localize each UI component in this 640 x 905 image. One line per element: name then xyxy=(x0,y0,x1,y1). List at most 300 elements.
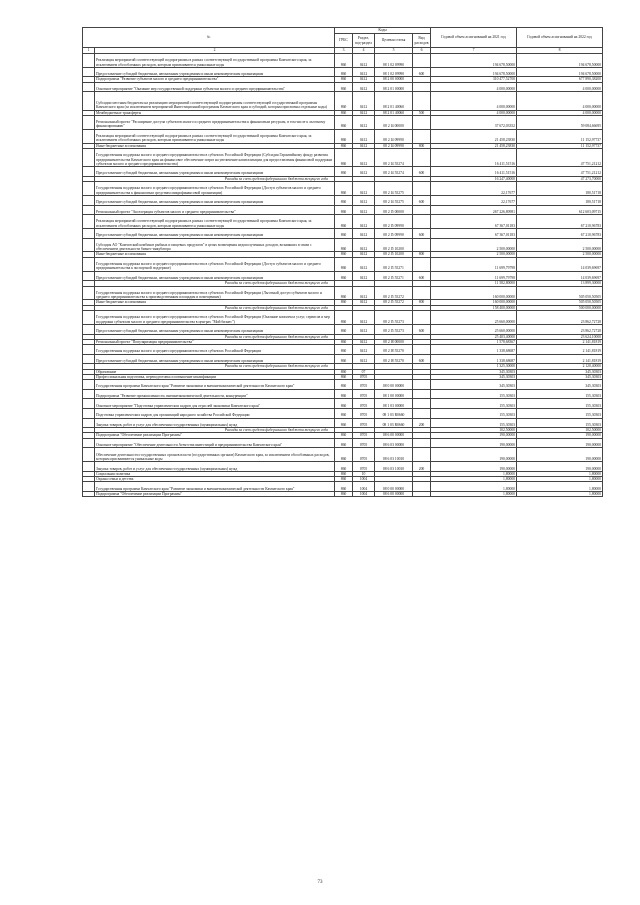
row-name-cell: Расходы за счет средств федерального бюджета текущего года xyxy=(95,305,335,310)
column-index-cell: 6 xyxy=(413,48,431,54)
section-cell: 0412 xyxy=(353,129,375,143)
expense-type-cell: 600 xyxy=(413,228,431,238)
section-cell: 0412 xyxy=(353,182,375,196)
row-number-cell xyxy=(83,418,95,428)
section-cell: 0412 xyxy=(353,110,375,115)
table-row xyxy=(83,311,603,325)
amount-2021-cell: 21 458,23830 xyxy=(431,143,517,148)
grbs-cell: 860 xyxy=(335,438,353,448)
row-number-cell xyxy=(83,167,95,177)
amount-2022-cell: 1,80000 xyxy=(517,477,603,482)
section-cell: 0412 xyxy=(353,215,375,229)
budget-document xyxy=(82,27,602,497)
target-article-cell: 08 2 I4 55275 xyxy=(375,182,413,196)
table-row xyxy=(83,148,603,166)
amount-2021-cell: 267 226,80981 xyxy=(431,205,517,215)
row-name-cell: Региональный проект "Акселерация субъектов малого и среднего предпринимательства" xyxy=(95,205,335,215)
grbs-cell: 860 xyxy=(335,228,353,238)
row-name-cell: Региональный проект "Расширение доступа субъектов малого и среднего предпринимательства к финансовым ресурсам, в том числе к льготному финансированию" xyxy=(95,115,335,129)
amount-2021-cell: 1 578,68367 xyxy=(431,339,517,344)
row-name-cell: Предоставление субсидий бюджетным, автономным учреждениям и иным некоммерческим организациям xyxy=(95,324,335,334)
amount-2021-cell: 16 247,40000 xyxy=(431,176,517,181)
amount-2022-cell: 2 120,40000 xyxy=(517,364,603,369)
amount-2021-cell: 67 367,01183 xyxy=(431,215,517,229)
header-year-2021: Годовой объем ассигнований на 2021 год xyxy=(431,28,517,48)
header-number: № xyxy=(83,28,335,48)
amount-2022-cell: 1,80000 xyxy=(517,482,603,492)
row-number-cell xyxy=(83,92,95,110)
row-number-cell xyxy=(83,448,95,462)
amount-2021-cell: 1,80000 xyxy=(431,482,517,492)
amount-2022-cell: 67 210,96783 xyxy=(517,215,603,229)
table-row xyxy=(83,448,603,462)
header-expense-type: Вид расходов xyxy=(413,34,431,48)
expense-type-cell xyxy=(413,448,431,462)
amount-2022-cell: 11 152,97737 xyxy=(517,143,603,148)
amount-2021-cell: 345,30303 xyxy=(431,369,517,374)
section-cell: 0705 xyxy=(353,408,375,418)
grbs-cell: 860 xyxy=(335,257,353,271)
amount-2021-cell: 160 000,00000 xyxy=(431,300,517,305)
row-number-cell xyxy=(83,324,95,334)
section-cell: 0412 xyxy=(353,257,375,271)
grbs-cell: 860 xyxy=(335,238,353,252)
grbs-cell: 860 xyxy=(335,369,353,374)
section-cell: 0412 xyxy=(353,67,375,77)
amount-2022-cell: 47 751,21212 xyxy=(517,148,603,166)
row-number-cell xyxy=(83,399,95,409)
expense-type-cell: 800 xyxy=(413,300,431,305)
amount-2022-cell: 23 862,72728 xyxy=(517,324,603,334)
amount-2021-cell: 2 500,00000 xyxy=(431,238,517,252)
grbs-cell: 860 xyxy=(335,399,353,409)
target-article-cell: 08 1 02 09990 xyxy=(375,67,413,77)
target-article-cell: 08 2 I4 00000 xyxy=(375,115,413,129)
section-cell: 0705 xyxy=(353,438,375,448)
row-name-cell: Закупка товаров, работ и услуг для обеспечения государственных (муниципальных) нужд xyxy=(95,418,335,428)
row-name-cell: Расходы за счет средств федерального бюджета текущего года xyxy=(95,281,335,286)
amount-2021-cell: 1,80000 xyxy=(431,471,517,476)
table-row xyxy=(83,92,603,110)
amount-2021-cell: 345,30303 xyxy=(431,380,517,390)
table-row xyxy=(83,418,603,428)
budget-table xyxy=(82,27,603,497)
amount-2022-cell: 23 862,72728 xyxy=(517,311,603,325)
row-number-cell xyxy=(83,271,95,281)
target-article-cell: 08 2 I5 55273 xyxy=(375,311,413,325)
expense-type-cell: 600 xyxy=(413,354,431,364)
row-name-cell: Государственная поддержка малого и среднего предпринимательства в субъектах Российской Федерации (Субсидия Гарантийному фонду развития предпринимательства Камчатского края на финансовое обеспечение затрат на увеличение капитализации для предоставления финансовой поддержки субъектам малого и среднего предпринимательства) xyxy=(95,148,335,166)
grbs-cell: 860 xyxy=(335,408,353,418)
row-number-cell xyxy=(83,462,95,472)
table-row xyxy=(83,257,603,271)
row-name-cell: Предоставление субсидий бюджетным, автономным учреждениям и иным некоммерческим организациям xyxy=(95,271,335,281)
target-article-cell: 08 6 03 10010 xyxy=(375,462,413,472)
section-cell: 0705 xyxy=(353,448,375,462)
amount-2022-cell: 194 678,50000 xyxy=(517,54,603,68)
expense-type-cell: 800 xyxy=(413,143,431,148)
table-row xyxy=(83,215,603,229)
amount-2022-cell: 2 500,00000 xyxy=(517,238,603,252)
row-number-cell xyxy=(83,311,95,325)
section-cell: 1004 xyxy=(353,477,375,482)
amount-2021-cell: 190,00000 xyxy=(431,448,517,462)
expense-type-cell xyxy=(413,482,431,492)
target-article-cell: 08 2 I4 55275 xyxy=(375,195,413,205)
expense-type-cell xyxy=(413,182,431,196)
amount-2022-cell: 4 000,00000 xyxy=(517,92,603,110)
amount-2022-cell: 345,30303 xyxy=(517,374,603,379)
section-cell: 0705 xyxy=(353,374,375,379)
expense-type-cell xyxy=(413,148,431,166)
table-row xyxy=(83,380,603,390)
target-article-cell: 08 0 00 00000 xyxy=(375,380,413,390)
amount-2021-cell: 194 678,50000 xyxy=(431,54,517,68)
row-number-cell xyxy=(83,215,95,229)
row-name-cell: Реализация мероприятий соответствующей подпрограммы в рамках соответствующей государственной программы Камчатского края, за исключением обособленных расходов, которым присваиваются уникальные коды xyxy=(95,54,335,68)
section-cell: 0412 xyxy=(353,205,375,215)
amount-2021-cell: 25 660,00000 xyxy=(431,324,517,334)
row-name-cell: Государственная программа Камчатского края "Развитие экономики и внешнеэкономической деятельности Камчатского края" xyxy=(95,380,335,390)
expense-type-cell xyxy=(413,205,431,215)
row-name-cell: Расходы за счет средств федерального бюджета текущего года xyxy=(95,334,335,339)
target-article-cell: 08 0 00 00000 xyxy=(375,482,413,492)
table-row xyxy=(83,271,603,281)
target-article-cell: 08 2 I8 55270 xyxy=(375,345,413,355)
row-name-cell: Субсидия АО "Камчатский комбинат рыбных и пищевых продуктов" в целях возмещения недополученных доходов, возникших в связи с обеспечением деятельности бизнес-инкубатора xyxy=(95,238,335,252)
grbs-cell: 860 xyxy=(335,389,353,399)
amount-2021-cell: 1 325,30000 xyxy=(431,364,517,369)
target-article-cell: 08 2 I5 55271 xyxy=(375,257,413,271)
row-number-cell xyxy=(83,205,95,215)
grbs-cell: 860 xyxy=(335,215,353,229)
row-name-cell: Государственная поддержка малого и среднего предпринимательства в субъектах Российской Федерации (Льготный доступ субъектов малого и среднего предпринимательства к производственным площадям и помещениям) xyxy=(95,286,335,300)
amount-2022-cell: 180,51718 xyxy=(517,195,603,205)
grbs-cell: 860 xyxy=(335,67,353,77)
row-number-cell xyxy=(83,129,95,143)
row-name-cell: Субсидии местным бюджетам на реализацию мероприятий соответствующей подпрограммы соответствующей государственной программы Камчатского края (за исключением мероприятий Инвестиционной программы Камчатского края и субсидий, которым присвоены отдельные коды) xyxy=(95,92,335,110)
table-row xyxy=(83,286,603,300)
row-name-cell: Предоставление субсидий бюджетным, автономным учреждениям и иным некоммерческим организациям xyxy=(95,67,335,77)
amount-2021-cell: 1,80000 xyxy=(431,492,517,497)
grbs-cell: 860 xyxy=(335,462,353,472)
table-row xyxy=(83,399,603,409)
row-number-cell xyxy=(83,408,95,418)
amount-2021-cell: 22,17677 xyxy=(431,182,517,196)
row-name-cell: Предоставление субсидий бюджетным, автономным учреждениям и иным некоммерческим организациям xyxy=(95,195,335,205)
amount-2022-cell: 47 751,21212 xyxy=(517,167,603,177)
amount-2021-cell: 1 338,68687 xyxy=(431,345,517,355)
grbs-cell: 860 xyxy=(335,182,353,196)
amount-2022-cell: 505 050,50505 xyxy=(517,300,603,305)
target-article-cell: 08 6 00 00000 xyxy=(375,492,413,497)
expense-type-cell xyxy=(413,389,431,399)
target-article-cell: 08 2 I5 55272 xyxy=(375,286,413,300)
amount-2022-cell: 500 000,00000 xyxy=(517,305,603,310)
section-cell: 0412 xyxy=(353,324,375,334)
amount-2022-cell: 2 141,81819 xyxy=(517,354,603,364)
row-name-cell: Подпрограмма "Развитие субъектов малого и среднего предпринимательства" xyxy=(95,77,335,82)
section-cell: 0412 xyxy=(353,228,375,238)
table-row xyxy=(83,438,603,448)
grbs-cell: 860 xyxy=(335,195,353,205)
table-row xyxy=(83,324,603,334)
amount-2021-cell: 21 458,23830 xyxy=(431,129,517,143)
expense-type-cell xyxy=(413,115,431,129)
amount-2021-cell: 190,00000 xyxy=(431,462,517,472)
header-codes: Коды xyxy=(335,28,431,34)
amount-2022-cell: 1,80000 xyxy=(517,471,603,476)
amount-2022-cell: 11 152,97737 xyxy=(517,129,603,143)
amount-2021-cell: 4 000,00000 xyxy=(431,110,517,115)
amount-2021-cell: 160 000,00000 xyxy=(431,286,517,300)
amount-2022-cell: 13 899,30000 xyxy=(517,281,603,286)
target-article-cell: 08 2 00 00000 xyxy=(375,77,413,82)
expense-type-cell xyxy=(413,215,431,229)
section-cell: 0412 xyxy=(353,167,375,177)
table-body xyxy=(83,54,603,497)
target-article-cell: 08 2 I5 10200 xyxy=(375,252,413,257)
row-number-cell xyxy=(83,148,95,166)
amount-2022-cell: 155,30303 xyxy=(517,418,603,428)
expense-type-cell xyxy=(413,380,431,390)
table-row xyxy=(83,182,603,196)
expense-type-cell xyxy=(413,399,431,409)
row-name-cell: Предоставление субсидий бюджетным, автономным учреждениям и иным некоммерческим организациям xyxy=(95,354,335,364)
amount-2021-cell: 190,00000 xyxy=(431,438,517,448)
row-number-cell xyxy=(83,82,95,92)
target-article-cell: 08 2 I4 55274 xyxy=(375,167,413,177)
column-index-cell: 7 xyxy=(431,48,517,54)
amount-2022-cell: 505 050,50505 xyxy=(517,286,603,300)
grbs-cell: 860 xyxy=(335,205,353,215)
amount-2021-cell: 158 400,00000 xyxy=(431,305,517,310)
section-cell: 0705 xyxy=(353,399,375,409)
amount-2022-cell: 47 273,70000 xyxy=(517,176,603,181)
amount-2022-cell: 67 210,96783 xyxy=(517,228,603,238)
amount-2021-cell: 155,30303 xyxy=(431,418,517,428)
grbs-cell: 860 xyxy=(335,129,353,143)
table-row xyxy=(83,115,603,129)
header-grbs: ГРБС xyxy=(335,34,353,48)
table-row xyxy=(83,345,603,355)
row-name-cell: Расходы за счет средств федерального бюджета текущего года xyxy=(95,428,335,433)
amount-2021-cell: 190,00000 xyxy=(431,433,517,438)
expense-type-cell: 200 xyxy=(413,418,431,428)
amount-2021-cell: 194 678,50000 xyxy=(431,67,517,77)
amount-2021-cell: 155,30303 xyxy=(431,399,517,409)
section-cell: 07 xyxy=(353,369,375,374)
row-name-cell: Предоставление субсидий бюджетным, автономным учреждениям и иным некоммерческим организациям xyxy=(95,167,335,177)
amount-2022-cell: 155,30303 xyxy=(517,399,603,409)
target-article-cell: 08 2 I5 55273 xyxy=(375,324,413,334)
amount-2022-cell: 14 039,69697 xyxy=(517,271,603,281)
expense-type-cell xyxy=(413,408,431,418)
grbs-cell: 860 xyxy=(335,374,353,379)
amount-2021-cell: 16 411,51516 xyxy=(431,148,517,166)
target-article-cell: 08 1 00 00000 xyxy=(375,389,413,399)
grbs-cell: 860 xyxy=(335,339,353,344)
amount-2021-cell: 25 403,40000 xyxy=(431,334,517,339)
column-index-cell: 4 xyxy=(353,48,375,54)
target-article-cell: 08 2 I4 09990 xyxy=(375,129,413,143)
section-cell: 0412 xyxy=(353,82,375,92)
expense-type-cell xyxy=(413,345,431,355)
row-name-cell: Государственная поддержка малого и среднего предпринимательства в субъектах Российской Федерации (Доступ субъектов малого и среднего предпринимательства к экспортной поддержке) xyxy=(95,257,335,271)
amount-2021-cell: 11 699,79798 xyxy=(431,271,517,281)
column-index-cell: 3 xyxy=(335,48,353,54)
grbs-cell: 860 xyxy=(335,92,353,110)
row-number-cell xyxy=(83,354,95,364)
amount-2022-cell: 345,30303 xyxy=(517,369,603,374)
amount-2021-cell: 11 699,79798 xyxy=(431,257,517,271)
target-article-cell: 08 6 03 00000 xyxy=(375,438,413,448)
table-row xyxy=(83,54,603,68)
amount-2022-cell: 180,51718 xyxy=(517,182,603,196)
amount-2022-cell: 2 141,81819 xyxy=(517,339,603,344)
row-number-cell xyxy=(83,286,95,300)
grbs-cell: 860 xyxy=(335,110,353,115)
header-year-2022: Годовой объем ассигнований на 2022 год xyxy=(517,28,603,48)
amount-2022-cell: 190,00000 xyxy=(517,462,603,472)
grbs-cell: 860 xyxy=(335,433,353,438)
section-cell: 0705 xyxy=(353,462,375,472)
row-number-cell xyxy=(83,182,95,196)
expense-type-cell xyxy=(413,238,431,252)
row-number-cell xyxy=(83,54,95,68)
amount-2022-cell: 155,30303 xyxy=(517,408,603,418)
row-name-cell: Иные бюджетные ассигнования xyxy=(95,143,335,148)
section-cell: 0412 xyxy=(353,143,375,148)
section-cell: 0412 xyxy=(353,252,375,257)
row-name-cell: Основное мероприятие "Подготовка управленческих кадров для отраслей экономики Камчатского края" xyxy=(95,399,335,409)
row-name-cell: Реализация мероприятий соответствующей подпрограммы в рамках соответствующей государственной программы Камчатского края, за исключением обособленных расходов, которым присваиваются уникальные коды xyxy=(95,215,335,229)
target-article-cell: 08 1 03 00000 xyxy=(375,399,413,409)
target-article-cell: 08 6 03 10010 xyxy=(375,448,413,462)
grbs-cell: 860 xyxy=(335,380,353,390)
table-row xyxy=(83,205,603,215)
table-row xyxy=(83,82,603,92)
row-number-cell xyxy=(83,257,95,271)
amount-2021-cell: 16 411,51516 xyxy=(431,167,517,177)
target-article-cell: 08 6 00 00000 xyxy=(375,433,413,438)
section-cell: 0412 xyxy=(353,311,375,325)
grbs-cell: 860 xyxy=(335,286,353,300)
row-number-cell xyxy=(83,345,95,355)
table-row xyxy=(83,238,603,252)
amount-2022-cell: 190,00000 xyxy=(517,433,603,438)
target-article-cell: 08 2 I4 55274 xyxy=(375,148,413,166)
expense-type-cell xyxy=(413,492,431,497)
expense-type-cell xyxy=(413,92,431,110)
amount-2022-cell: 4 000,00000 xyxy=(517,110,603,115)
column-index-cell: 1 xyxy=(83,48,95,54)
row-name-cell: Подпрограмма "Обеспечение реализации Программы" xyxy=(95,433,335,438)
target-article-cell: 08 2 I5 00000 xyxy=(375,205,413,215)
grbs-cell: 860 xyxy=(335,148,353,166)
grbs-cell: 860 xyxy=(335,82,353,92)
amount-2021-cell: 2 500,00000 xyxy=(431,252,517,257)
row-name-cell: Подпрограмма "Развитие промышленности, внешнеэкономической деятельности, конкуренции" xyxy=(95,389,335,399)
grbs-cell: 860 xyxy=(335,354,353,364)
row-name-cell: Основное мероприятие "Обеспечение деятельности Агентства инвестиций и предпринимательства Камчатского края" xyxy=(95,438,335,448)
table-row xyxy=(83,462,603,472)
row-name-cell: Государственная поддержка малого и среднего предпринимательства в субъектах Российской Федерации xyxy=(95,345,335,355)
header-section: Раздел, под-раздел xyxy=(353,34,375,48)
amount-2021-cell: 345,30303 xyxy=(431,374,517,379)
row-number-cell xyxy=(83,67,95,77)
row-name-cell: Расходы за счет средств федерального бюджета текущего года xyxy=(95,364,335,369)
row-name-cell: Расходы за счет средств федерального бюджета текущего года xyxy=(95,176,335,181)
amount-2021-cell: 22,17677 xyxy=(431,195,517,205)
target-article-cell: 08 2 I8 55270 xyxy=(375,354,413,364)
table-row xyxy=(83,129,603,143)
amount-2022-cell: 194 678,50000 xyxy=(517,67,603,77)
row-name-cell: Государственная поддержка малого и среднего предпринимательства в субъектах Российской Федерации (Доступ субъектов малого и среднего предпринимательства к финансовым средствам микрофинансовой организации) xyxy=(95,182,335,196)
expense-type-cell xyxy=(413,82,431,92)
row-name-cell: Обеспечение деятельности государственных органов власти (государственных органов) Камчатского края, за исключением обособленных расходов, которым присваиваются уникальные коды xyxy=(95,448,335,462)
grbs-cell: 860 xyxy=(335,54,353,68)
amount-2022-cell: 2 141,81819 xyxy=(517,345,603,355)
grbs-cell: 860 xyxy=(335,492,353,497)
row-name-cell: Государственная поддержка малого и среднего предпринимательства в субъектах Российской Федерации (Оказание комплекса услуг, сервисов и мер поддержки субъектам малого и среднего предпринимательства в центрах "Мой бизнес") xyxy=(95,311,335,325)
section-cell: 0412 xyxy=(353,148,375,166)
target-article-cell: 08 2 01 40060 xyxy=(375,110,413,115)
row-name-cell: Иные бюджетные ассигнования xyxy=(95,252,335,257)
target-article-cell: 08 2 I5 09990 xyxy=(375,228,413,238)
target-article-cell: 08 2 I4 09990 xyxy=(375,143,413,148)
expense-type-cell: 600 xyxy=(413,324,431,334)
target-article-cell: 08 2 I5 10200 xyxy=(375,238,413,252)
table-row xyxy=(83,354,603,364)
expense-type-cell: 600 xyxy=(413,195,431,205)
target-article-cell: 08 1 02 09990 xyxy=(375,54,413,68)
header-target-article: Целевая статья xyxy=(375,34,413,48)
target-article-cell: 08 2 I5 55271 xyxy=(375,271,413,281)
expense-type-cell: 600 xyxy=(413,167,431,177)
section-cell: 0412 xyxy=(353,54,375,68)
amount-2021-cell: 25 660,00000 xyxy=(431,311,517,325)
expense-type-cell xyxy=(413,54,431,68)
expense-type-cell: 600 xyxy=(413,67,431,77)
target-article-cell: 08 2 01 40060 xyxy=(375,92,413,110)
grbs-cell: 860 xyxy=(335,418,353,428)
amount-2021-cell: 310 477,52700 xyxy=(431,77,517,82)
grbs-cell: 860 xyxy=(335,311,353,325)
row-number-cell xyxy=(83,482,95,492)
row-number-cell xyxy=(83,380,95,390)
target-article-cell: 08 2 I8 00000 xyxy=(375,339,413,344)
section-cell: 0412 xyxy=(353,77,375,82)
row-name-cell: Предоставление субсидий бюджетным, автономным учреждениям и иным некоммерческим организациям xyxy=(95,228,335,238)
grbs-cell: 860 xyxy=(335,143,353,148)
row-number-cell xyxy=(83,389,95,399)
expense-type-cell xyxy=(413,129,431,143)
section-cell: 0412 xyxy=(353,300,375,305)
section-cell: 10 xyxy=(353,471,375,476)
section-cell: 0412 xyxy=(353,354,375,364)
section-cell: 0412 xyxy=(353,286,375,300)
amount-2022-cell: 1,80000 xyxy=(517,492,603,497)
section-cell: 1004 xyxy=(353,492,375,497)
grbs-cell: 860 xyxy=(335,324,353,334)
amount-2022-cell: 102,50000 xyxy=(517,428,603,433)
amount-2021-cell: 4 000,00000 xyxy=(431,82,517,92)
section-cell: 1004 xyxy=(353,482,375,492)
amount-2022-cell: 190,00000 xyxy=(517,448,603,462)
table-row xyxy=(83,482,603,492)
grbs-cell: 860 xyxy=(335,482,353,492)
